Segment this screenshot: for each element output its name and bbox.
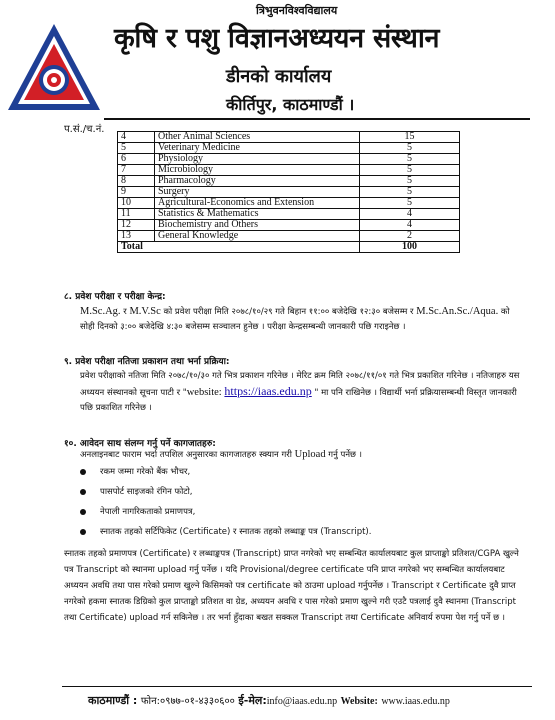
row-marks: 4	[360, 220, 460, 231]
section-8-text-2: को प्रवेश परीक्षा मिति २०७८/१०/२९ गते बिहान ११:०० बजेदेखि १२:३० बजेसम्म र	[160, 307, 417, 317]
row-subject: Surgery	[155, 187, 360, 198]
section-8-en-2: M.V.Sc	[129, 306, 161, 317]
row-subject: Physiology	[155, 154, 360, 165]
row-marks: 4	[360, 209, 460, 220]
table-row	[118, 132, 460, 143]
row-number: 9	[118, 187, 155, 198]
office-location: कीर्तिपुर, काठमाण्डौं ।	[226, 95, 355, 114]
list-item	[80, 522, 520, 542]
row-number: 7	[118, 165, 155, 176]
section-10-intro-2: गर्नु पर्नेछ ।	[325, 450, 362, 460]
phone-number: ०९७७-०१-४३३०६००	[160, 696, 235, 707]
bullet-icon	[80, 489, 86, 495]
institute-name: कृषि र पशु विज्ञानअध्ययन संस्थान	[114, 23, 440, 54]
list-item-text: रकम जम्मा गरेको बैंक भौचर,	[100, 467, 191, 477]
bullet-icon	[80, 509, 86, 515]
phone-label: फोन:	[140, 696, 161, 707]
table-row	[118, 220, 460, 231]
university-name: त्रिभुवनविश्वविद्यालय	[256, 4, 338, 17]
section-10-intro	[80, 447, 526, 463]
section-9-text-2: " मा पनि राखिनेछ । विद्यार्थी भर्ना प्रक्रियासम्बन्धी विस्तृत जानकारी पछि प्रकाशित गरिनेछ ।	[80, 388, 517, 413]
bullet-icon	[80, 529, 86, 535]
list-item	[80, 482, 520, 502]
office-name: डीनको कार्यालय	[226, 66, 332, 87]
row-subject: Veterinary Medicine	[155, 143, 360, 154]
table-total-row	[118, 242, 460, 253]
university-emblem-logo	[6, 22, 102, 114]
table-row	[118, 143, 460, 154]
section-8-title: ८. प्रवेश परीक्षा र परीक्षा केन्द्र:	[64, 292, 166, 302]
table-row	[118, 187, 460, 198]
list-item-text: नेपाली नागरिकताको प्रमाणपत्र,	[100, 507, 196, 517]
table-row	[118, 176, 460, 187]
row-subject: General Knowledge	[155, 231, 360, 242]
section-9-title: ९. प्रवेश परीक्षा नतिजा प्रकाशन तथा भर्ना प्रक्रिया:	[64, 357, 230, 367]
row-number: 6	[118, 154, 155, 165]
header-divider	[104, 118, 530, 120]
total-marks: 100	[360, 242, 460, 253]
row-number: 11	[118, 209, 155, 220]
row-subject: Microbiology	[155, 165, 360, 176]
website-link[interactable]: https://iaas.edu.np	[224, 384, 312, 398]
row-marks: 15	[360, 132, 460, 143]
section-8-body	[80, 304, 526, 335]
row-subject: Pharmacology	[155, 176, 360, 187]
bullet-icon	[80, 469, 86, 475]
row-marks: 2	[360, 231, 460, 242]
row-subject: Statistics & Mathematics	[155, 209, 360, 220]
section-9-en: website:	[186, 387, 222, 398]
website-label: Website:	[340, 696, 378, 707]
closing-paragraph: स्नातक तहको प्रमाणपत्र (Certificate) र लब्धाङ्कपत्र (Transcript) प्राप्त नगरेको भए सम्बन्धित कार्यालयबाट कुल प्राप्ताङ्को प्रतिशत/CGPA खुल्ने पत्र Transcript को स्थानमा upload गर्नु पर्नेछ । यदि Provisional/degree certificate पनि प्राप्त नगरेको भए सम्बन्धित कार्यालयबाट अध्ययन अवधि तथा पास गरेको प्रमाण खुल्ने किसिमको पत्र certificate को ठाउमा upload गर्नुपर्नेछ । Transcript र Certificate दुवै प्राप्त नगरेको हकमा स्नातक डिग्रिको कुल प्राप्ताङ्को प्रतिशत वा ग्रेड, अध्ययन अवधि र पास गरेको प्रमाण खुल्ने गरी एउटै पत्रलाई दुवै स्थानमा (Transcript तथा Certificate) upload गर्न सकिनेछ । तर भर्ना हुँदाका बखत सक्कल Transcript तथा Certificate अनिवार्य रुपमा पेश गर्नु पर्ने छ ।	[64, 549, 519, 623]
section-8-en-3: M.Sc.An.Sc./Aqua.	[416, 306, 499, 317]
row-marks: 5	[360, 154, 460, 165]
row-marks: 5	[360, 187, 460, 198]
table-row	[118, 165, 460, 176]
section-9-text-1: प्रवेश परीक्षाको नतिजा मिति २०७८/१०/३० गते भित्र प्रकाशन गरिनेछ । मेरिट क्रम मिति २०७८/११/०१ गते भित्र प्रकाशित गरिनेछ । नतिजाहरु यस अध्ययन संस्थानको सूचना पाटी र "	[80, 371, 520, 398]
email-address[interactable]: info@iaas.edu.np	[266, 696, 338, 707]
list-item-text: पासपोर्ट साइजको रंगिन फोटो,	[100, 487, 193, 497]
row-number: 5	[118, 143, 155, 154]
row-number: 8	[118, 176, 155, 187]
row-number: 10	[118, 198, 155, 209]
email-label: ई-मेल:	[238, 694, 267, 707]
row-number: 4	[118, 132, 155, 143]
row-number: 13	[118, 231, 155, 242]
reference-number-line: प.सं./च.नं.	[64, 124, 105, 135]
table-row	[118, 231, 460, 242]
table-row	[118, 198, 460, 209]
section-8-text-3: को सोही दिनको ३:०० बजेदेखि ४:३० बजेसम्म सञ्चालन हुनेछ । परीक्षा केन्द्रसम्बन्धी जानकारी पछि गराइनेछ ।	[80, 307, 510, 332]
section-8-text-1: र	[120, 307, 130, 317]
website-address[interactable]: www.iaas.edu.np	[381, 696, 450, 707]
footer-contact	[88, 693, 450, 708]
total-label: Total	[118, 242, 360, 253]
row-marks: 5	[360, 176, 460, 187]
row-marks: 5	[360, 198, 460, 209]
marks-distribution-table	[117, 131, 460, 253]
required-documents-list	[80, 462, 520, 542]
section-10-intro-en: Upload	[294, 449, 326, 460]
letterhead	[0, 0, 555, 122]
list-item	[80, 462, 520, 482]
table-row	[118, 209, 460, 220]
section-10-intro-1: अनलाइनबाट फाराम भर्दा तपशिल अनुसारका कागजातहरु स्क्यान गरी	[80, 450, 295, 460]
section-9-body	[80, 369, 526, 416]
list-item-text: स्नातक तहको सर्टिफिकेट (Certificate) र स्नातक तहको लब्धाङ्क पत्र (Transcript).	[100, 527, 372, 537]
footer-divider	[62, 686, 532, 687]
section-8-en-1: M.Sc.Ag.	[80, 306, 121, 317]
row-subject: Agricultural-Economics and Extension	[155, 198, 360, 209]
list-item	[80, 502, 520, 522]
footer-city: काठमाण्डौं :	[88, 694, 138, 707]
row-marks: 5	[360, 143, 460, 154]
row-number: 12	[118, 220, 155, 231]
row-subject: Biochemistry and Others	[155, 220, 360, 231]
section-10-title: १०. आवेदन साथ संलग्न गर्नु पर्ने कागजातहरु:	[64, 439, 216, 449]
table-row	[118, 154, 460, 165]
row-subject: Other Animal Sciences	[155, 132, 360, 143]
row-marks: 5	[360, 165, 460, 176]
